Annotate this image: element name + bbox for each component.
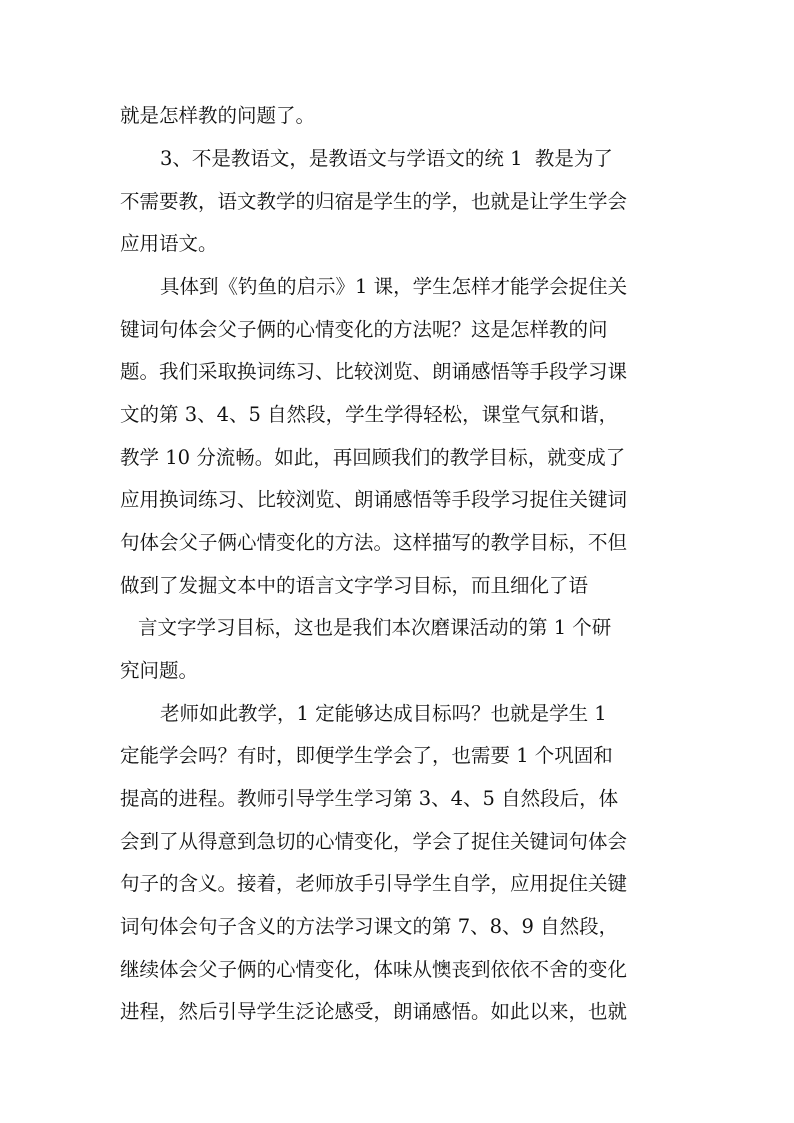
- text-line-2: 3、不是教语文，是教语文与学语文的统 1 教是为了: [160, 147, 613, 170]
- text-line-6: 键词句体会父子俩的心情变化的方法呢？这是怎样教的问: [120, 318, 608, 341]
- text-line-20: 词句体会句子含义的方法学习课文的第 7、8、9 自然段，: [120, 915, 619, 938]
- text-line-8: 文的第 3、4、5 自然段，学生学得轻松，课堂气氛和谐，: [120, 403, 619, 426]
- text-line-22: 进程，然后引导学生泛论感受，朗诵感悟。如此以来，也就: [120, 1000, 628, 1023]
- text-line-10: 应用换词练习、比较浏览、朗诵感悟等手段学习捉住关键词: [120, 488, 628, 511]
- text-line-7: 题。我们采取换词练习、比较浏览、朗诵感悟等手段学习课: [120, 360, 628, 383]
- text-line-3: 不需要教，语文教学的归宿是学生的学，也就是让学生学会: [120, 190, 628, 213]
- text-line-11: 句体会父子俩心情变化的方法。这样描写的教学目标，不但: [120, 531, 628, 554]
- text-line-21: 继续体会父子俩的心情变化，体味从懊丧到依依不舍的变化: [120, 958, 628, 981]
- text-line-12: 做到了发掘文本中的语言文字学习目标，而且细化了语: [120, 574, 589, 597]
- text-line-18: 会到了从得意到急切的心情变化，学会了捉住关键词句体会: [120, 830, 628, 853]
- text-line-9: 教学 10 分流畅。如此，再回顾我们的教学目标，就变成了: [120, 446, 626, 469]
- text-line-14: 究问题。: [120, 659, 199, 682]
- text-line-13: 言文字学习目标，这也是我们本次磨课活动的第 1 个研: [138, 616, 612, 639]
- text-line-16: 定能学会吗？有时，即便学生学会了，也需要 1 个巩固和: [120, 744, 613, 767]
- text-line-4: 应用语文。: [120, 232, 218, 255]
- text-line-17: 提高的进程。教师引导学生学习第 3、4、5 自然段后，体: [120, 787, 619, 810]
- text-line-5: 具体到《钓鱼的启示》1 课，学生怎样才能学会捉住关: [160, 275, 628, 298]
- text-line-15: 老师如此教学，1 定能够达成目标吗？也就是学生 1: [160, 702, 607, 725]
- text-line-19: 句子的含义。接着，老师放手引导学生自学，应用捉住关键: [120, 872, 628, 895]
- text-line-1: 就是怎样教的问题了。: [120, 104, 316, 127]
